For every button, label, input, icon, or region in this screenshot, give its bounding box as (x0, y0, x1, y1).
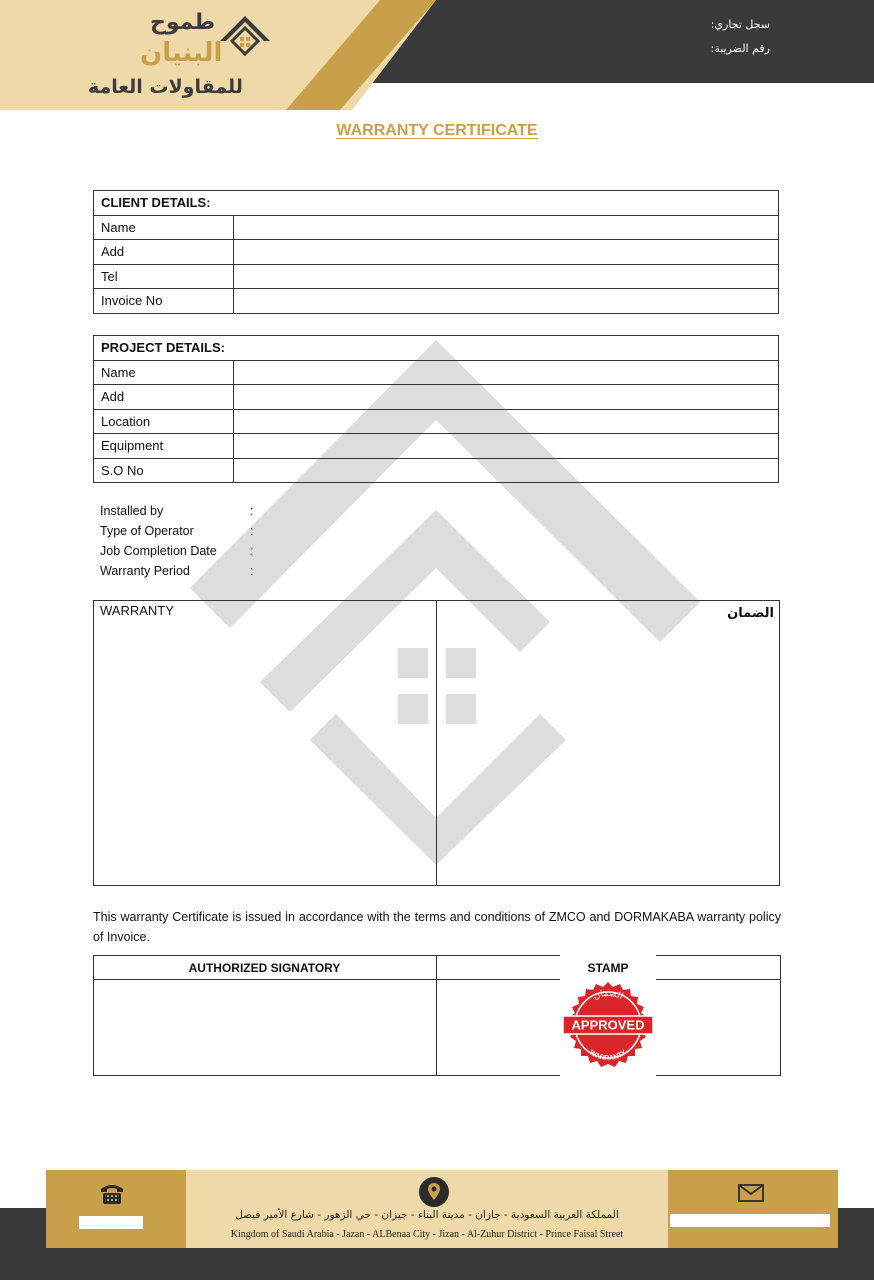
client-invoice-field[interactable] (234, 289, 779, 314)
table-row (94, 289, 779, 314)
approved-stamp (561, 981, 655, 1071)
operator-type-colon: : (250, 524, 254, 538)
project-details-table (93, 335, 779, 483)
operator-type-label: Type of Operator (100, 524, 194, 538)
project-name-label: Name (94, 360, 234, 385)
project-name-field[interactable] (234, 360, 779, 385)
phone-number-redacted (79, 1216, 143, 1229)
stamp-label: STAMP (587, 961, 629, 975)
client-tel-label: Tel (94, 264, 234, 289)
document-title: WARRANTY CERTIFICATE (336, 122, 538, 139)
client-tel-field[interactable] (234, 264, 779, 289)
envelope-icon (738, 1184, 764, 1202)
footer-email-panel (668, 1170, 838, 1248)
table-row (94, 385, 779, 410)
warranty-arabic-label: الضمان (727, 606, 774, 621)
tax-number-label: رقم الضريبة: (710, 42, 770, 55)
project-location-field[interactable] (234, 409, 779, 434)
table-row (94, 264, 779, 289)
table-row (94, 215, 779, 240)
commercial-register-label: سجل تجاري: (710, 18, 770, 31)
signature-header-line (93, 979, 781, 980)
client-address-label: Add (94, 240, 234, 265)
client-name-label: Name (94, 215, 234, 240)
table-row (94, 458, 779, 483)
project-address-label: Add (94, 385, 234, 410)
installed-by-colon: : (250, 504, 254, 518)
installed-by-label: Installed by (100, 504, 164, 518)
client-name-field[interactable] (234, 215, 779, 240)
warranty-period-label: Warranty Period (100, 564, 190, 578)
project-equipment-label: Equipment (94, 434, 234, 459)
policy-text: This warranty Certificate is issued in accordance with the terms and conditions of ZMCO and DORMAKABA warranty policy of Invoice. (93, 910, 781, 944)
completion-date-label: Job Completion Date (100, 544, 217, 558)
table-row (94, 409, 779, 434)
logo-text-line1: طموح (150, 10, 216, 35)
warranty-divider (436, 600, 437, 886)
project-so-field[interactable] (234, 458, 779, 483)
logo-text-line2: البنيان (140, 38, 223, 68)
authorized-signatory-label: AUTHORIZED SIGNATORY (188, 961, 341, 975)
company-logo-icon (218, 14, 272, 68)
project-so-label: S.O No (94, 458, 234, 483)
project-equipment-field[interactable] (234, 434, 779, 459)
client-details-heading: CLIENT DETAILS: (94, 191, 779, 216)
footer-address-arabic: المملكة العربية السعودية - جازان - مدينة البناء - جيزان - حي الزهور - شارع الأمير فيصل (235, 1209, 619, 1221)
client-address-field[interactable] (234, 240, 779, 265)
table-row (94, 434, 779, 459)
stamp-top-text: الضمان (591, 988, 625, 1003)
location-pin-icon (418, 1176, 450, 1208)
signature-divider (436, 955, 437, 1076)
email-address-redacted (670, 1214, 830, 1227)
project-address-field[interactable] (234, 385, 779, 410)
table-row (94, 240, 779, 265)
logo-text-line3: للمقاولات العامة (88, 76, 243, 98)
client-details-table (93, 190, 779, 314)
project-details-heading: PROJECT DETAILS: (94, 336, 779, 361)
stamp-bottom-text: WARRANTY (588, 1049, 628, 1063)
client-invoice-label: Invoice No (94, 289, 234, 314)
project-location-label: Location (94, 409, 234, 434)
phone-icon (98, 1181, 126, 1205)
footer-address-english: Kingdom of Saudi Arabia - Jazan - ALBenaa City - Jizan - Al-Zuhur District - Prince Faisal Street (230, 1229, 624, 1240)
completion-date-colon: : (250, 544, 254, 558)
warranty-period-colon: : (250, 564, 254, 578)
table-row (94, 360, 779, 385)
warranty-english-label: WARRANTY (100, 603, 174, 618)
stamp-center-text: APPROVED (571, 1017, 645, 1033)
